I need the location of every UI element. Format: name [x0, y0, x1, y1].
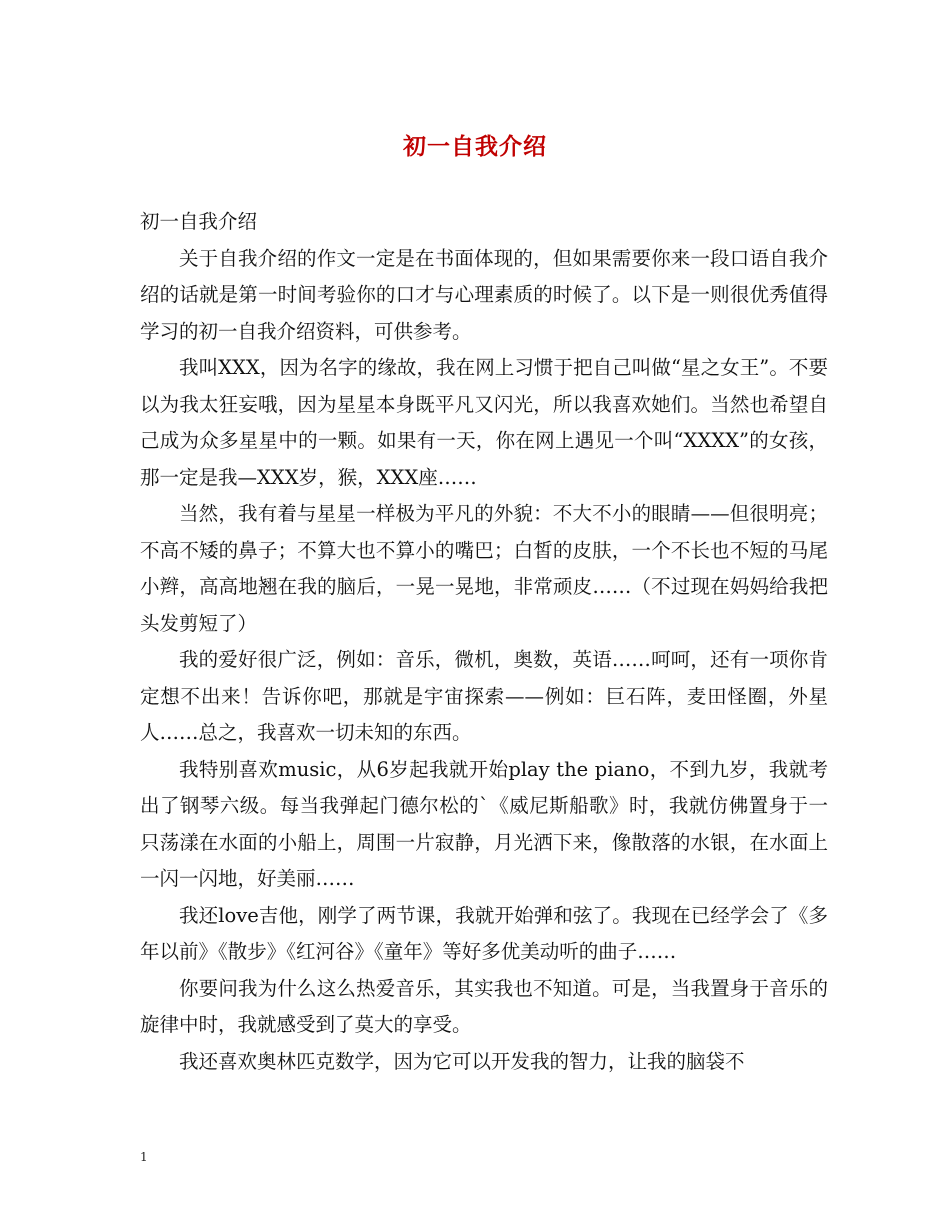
page-number: 1 — [140, 1150, 148, 1164]
paragraph-4: 我的爱好很广泛，例如：音乐，微机，奥数，英语……呵呵，还有一项你肯定想不出来！告诉你吧，那就是宇宙探索——例如：巨石阵，麦田怪圈，外星人……总之，我喜欢一切未知的东西。 — [140, 648, 828, 744]
paragraph-6: 我还love吉他，刚学了两节课，我就开始弹和弦了。我现在已经学会了《多年以前》《散步》《红河谷》《童年》等好多优美动听的曲子…… — [140, 903, 828, 963]
document-title: 初一自我介绍 — [403, 133, 547, 160]
paragraph-8: 我还喜欢奥林匹克数学，因为它可以开发我的智力，让我的脑袋不 — [179, 1049, 745, 1073]
document-body — [140, 204, 828, 1080]
paragraph-5: 我特别喜欢music，从6岁起我就开始play the piano，不到九岁，我就考出了钢琴六级。每当我弹起门德尔松的`《威尼斯船歌》时，我就仿佛置身于一只荡漾在水面的小船上，周围一片寂静，月光洒下来，像散落的水银，在水面上一闪一闪地，好美丽…… — [140, 757, 828, 890]
paragraph-3: 当然，我有着与星星一样极为平凡的外貌：不大不小的眼睛——但很明亮；不高不矮的鼻子；不算大也不算小的嘴巴；白皙的皮肤，一个不长也不短的马尾小辫，高高地翘在我的脑后，一晃一晃地，非常顽皮……（不过现在妈妈给我把头发剪短了） — [140, 502, 828, 635]
paragraph-2: 我叫XXX，因为名字的缘故，我在网上习惯于把自己叫做“星之女王”。不要以为我太狂妄哦，因为星星本身既平凡又闪光，所以我喜欢她们。当然也希望自己成为众多星星中的一颗。如果有一天，你在网上遇见一个叫“XXXX”的女孩，那一定是我—XXX岁，猴，XXX座…… — [140, 356, 828, 489]
document-subtitle: 初一自我介绍 — [140, 210, 258, 233]
paragraph-7: 你要问我为什么这么热爱音乐，其实我也不知道。可是，当我置身于音乐的旋律中时，我就感受到了莫大的享受。 — [140, 976, 828, 1036]
paragraph-1: 关于自我介绍的作文一定是在书面体现的，但如果需要你来一段口语自我介绍的话就是第一时间考验你的口才与心理素质的时候了。以下是一则很优秀值得学习的初一自我介绍资料，可供参考。 — [140, 246, 828, 343]
